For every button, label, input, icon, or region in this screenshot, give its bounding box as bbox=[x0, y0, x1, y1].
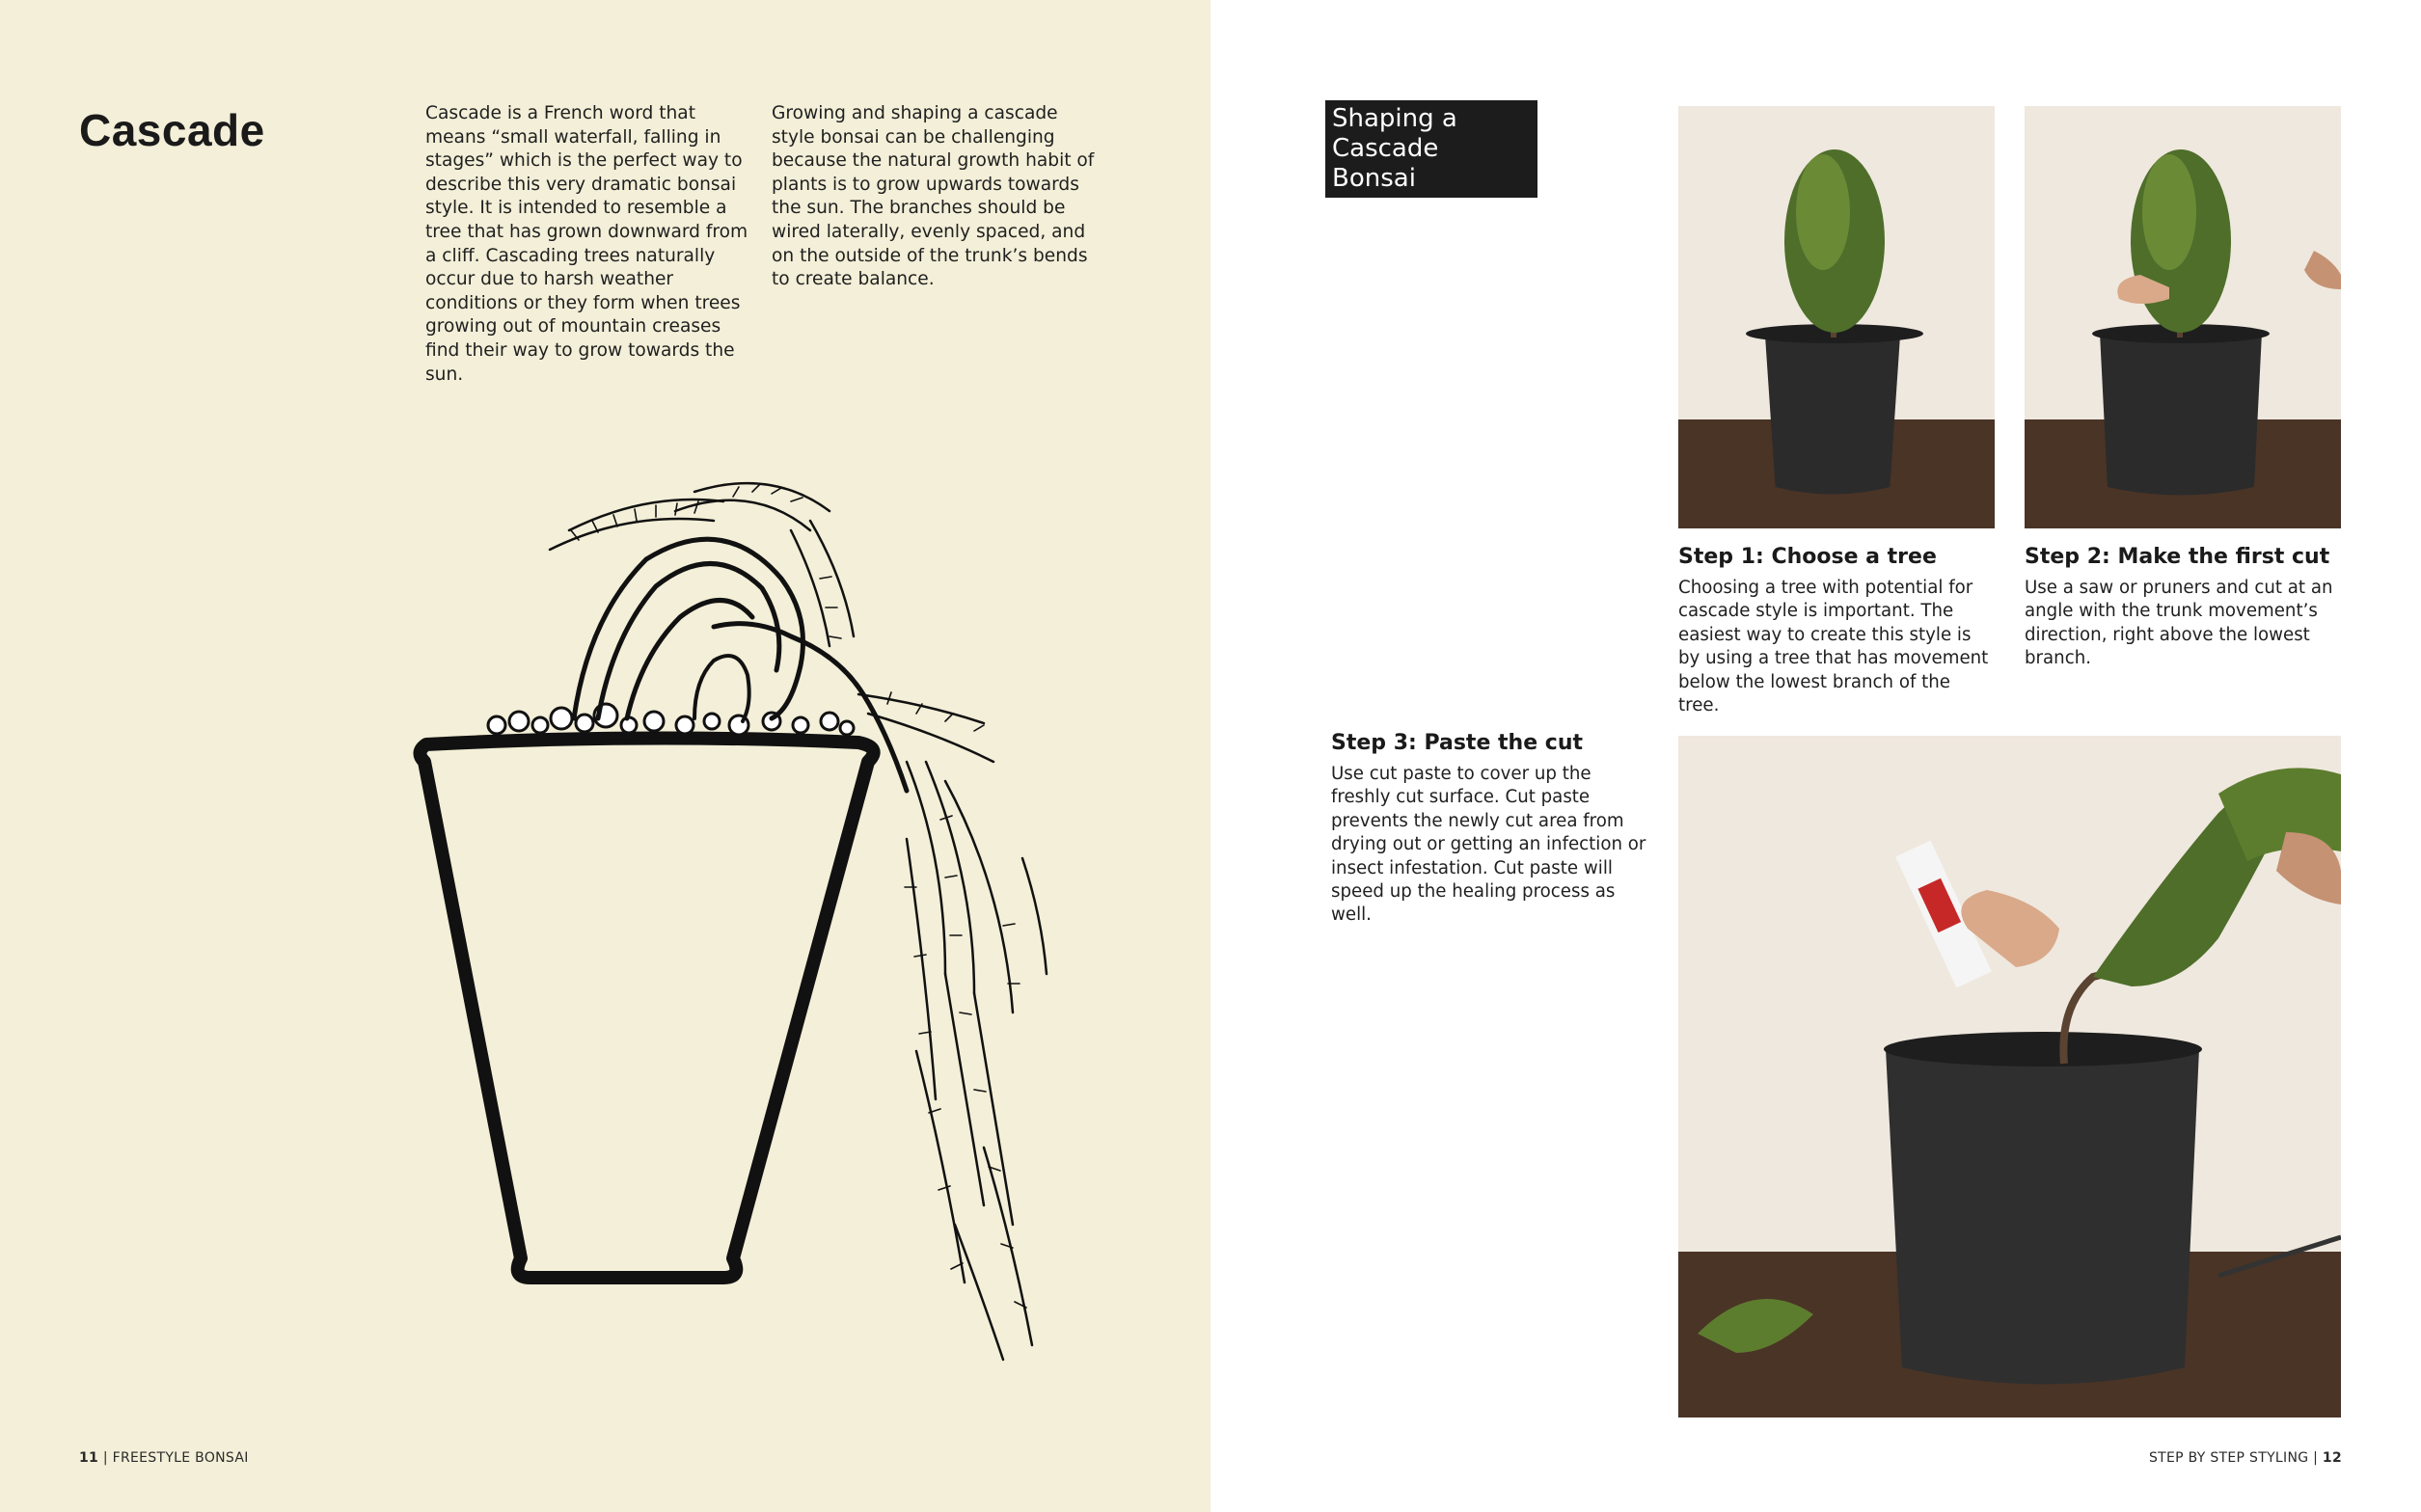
left-page-number: 11 bbox=[79, 1450, 99, 1466]
left-folio-separator: | bbox=[98, 1450, 113, 1466]
step2-body: Use a saw or pruners and cut at an angle with the trunk movement’s direction, right above the lowest branch. bbox=[2025, 578, 2333, 669]
step1-photo bbox=[1678, 106, 1995, 528]
step2-photo bbox=[2025, 106, 2341, 528]
step1-body: Choosing a tree with potential for cascade style is important. The easiest way to create this style is by using a tree that has movement below the lowest branch of the tree. bbox=[1678, 578, 1989, 716]
step2-title: Step 2: Make the first cut bbox=[2025, 545, 2330, 569]
step1-title: Step 1: Choose a tree bbox=[1678, 545, 1937, 569]
pot bbox=[2100, 333, 2262, 496]
section-label-line1: Shaping a bbox=[1332, 104, 1457, 133]
left-folio-label: FREESTYLE BONSAI bbox=[112, 1450, 249, 1466]
pot bbox=[1765, 333, 1900, 495]
pot bbox=[1886, 1049, 2199, 1385]
section-label-line2: Cascade Bonsai bbox=[1332, 134, 1439, 193]
intro-column-1: Cascade is a French word that means “small waterfall, falling in stages” which is the perfect way to describe this very dramatic bonsai style. It is intended to resemble a tree that has grown downward from a cliff. Cascading trees naturally occur due to harsh weather conditions or they form when trees growing out of mountain creases find their way to grow towards the sun. bbox=[425, 103, 748, 385]
right-folio-separator: | bbox=[2308, 1450, 2323, 1466]
step3-body: Use cut paste to cover up the freshly cut surface. Cut paste prevents the newly cut area from drying out or getting an infection or insect infestation. Cut paste will speed up the healing process as well. bbox=[1331, 764, 1646, 926]
pot-outline bbox=[420, 738, 873, 1278]
left-page bbox=[0, 0, 1210, 1512]
step3-photo bbox=[1678, 736, 2341, 1418]
trunk bbox=[574, 539, 907, 791]
intro-column-2: Growing and shaping a cascade style bonsai can be challenging because the natural growth habit of plants is to grow upwards towards the sun. The branches should be wired laterally, evenly spaced, and on the outside of the trunk’s bends to create balance. bbox=[772, 103, 1095, 290]
left-folio bbox=[79, 1450, 249, 1466]
right-folio bbox=[2149, 1450, 2342, 1466]
section-label bbox=[1325, 100, 1537, 198]
cascade-bonsai-illustration bbox=[405, 472, 1157, 1379]
step3-title: Step 3: Paste the cut bbox=[1331, 731, 1584, 755]
page-title: Cascade bbox=[79, 105, 265, 155]
soil-rocks bbox=[488, 704, 854, 735]
right-page-number: 12 bbox=[2322, 1450, 2342, 1466]
right-folio-label: STEP BY STEP STYLING bbox=[2148, 1450, 2309, 1466]
